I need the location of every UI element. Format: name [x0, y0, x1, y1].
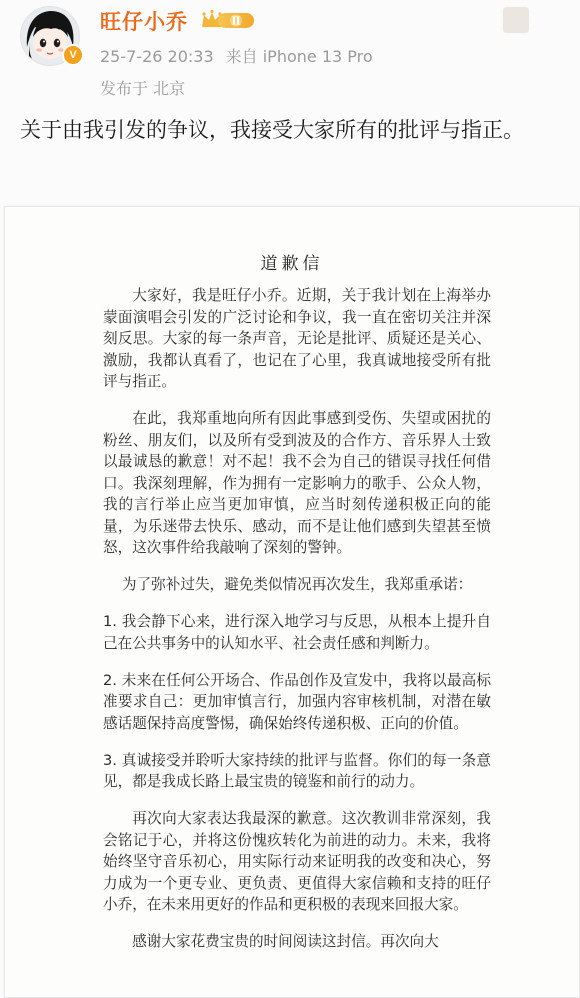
letter-title: 道歉信 [260, 254, 324, 274]
letter-paragraph: 再次向大家表达我最深的歉意。这次教训非常深刻，我会铭记于心，并将这份愧疚转化为前进的动力。未来，我将始终坚守音乐初心，用实际行动来证明我的改变和决心，努力成为一个更专业、更负责、更值得大家信赖和支持的旺仔小乔，在未来用更好的作品和更积极的表现来回报大家。 [103, 810, 491, 913]
crown-level-badge-icon[interactable] [200, 9, 256, 31]
letter-paragraph: 感谢大家花费宝贵的时间阅读这封信。再次向大 [132, 933, 439, 950]
letter-list-item: 3. 真诚接受并聆听大家持续的批评与监督。你们的每一条意见，都是我成长路上最宝贵的镜鉴和前行的动力。 [103, 751, 491, 790]
letter-list-item: 2. 未来在任何公开场合、作品创作及宣发中，我将以最高标准要求自己：更加审慎言行，加强内容审核机制，对潜在敏感话题保持高度警惕，确保始终传递积极、正向的价值。 [103, 671, 491, 732]
post-location: 发布于 北京 [100, 79, 186, 98]
letter-body [103, 285, 491, 968]
post-source: 来自 iPhone 13 Pro [225, 47, 373, 66]
letter-paragraph: 在此，我郑重地向所有因此事感到受伤、失望或困扰的粉丝、朋友们，以及所有受到波及的合作方、音乐界人士致以最诚恳的歉意！对不起！我不会为自己的错误寻找任何借口。我深刻理解，作为拥有一定影响力的歌手、公众人物，我的言行举止应当更加审慎，应当时刻传递积极正向的能量，为乐迷带去快乐、感动，而不是让他们感到失望甚至愤怒，这次事件给我敲响了深刻的警钟。 [103, 410, 491, 556]
more-options-icon[interactable] [503, 7, 529, 33]
post-date: 25-7-26 20:33 [100, 47, 214, 66]
letter-paragraph: 大家好，我是旺仔小乔。近期，关于我计划在上海举办蒙面演唱会引发的广泛讨论和争议，我一直在密切关注并深刻反思。大家的每一条声音，无论是批评、质疑还是关心、激励，我都认真看了，也记在了心里，我真诚地接受所有批评与指正。 [103, 287, 491, 390]
apology-letter-image[interactable] [4, 206, 580, 998]
post-text: 关于由我引发的争议，我接受大家所有的批评与指正。 [20, 118, 524, 142]
letter-list-item: 1. 我会静下心来，进行深入地学习与反思，从根本上提升自己在公共事务中的认知水平、社会责任感和判断力。 [103, 613, 491, 652]
post-header [0, 0, 580, 110]
post-meta [100, 44, 373, 67]
author-name[interactable]: 旺仔小乔 [100, 10, 188, 34]
verified-v-icon: V [62, 44, 84, 66]
letter-paragraph: 为了弥补过失，避免类似情况再次发生，我郑重承诺： [121, 576, 473, 593]
level-badge-label: Ⅱ [231, 14, 241, 28]
